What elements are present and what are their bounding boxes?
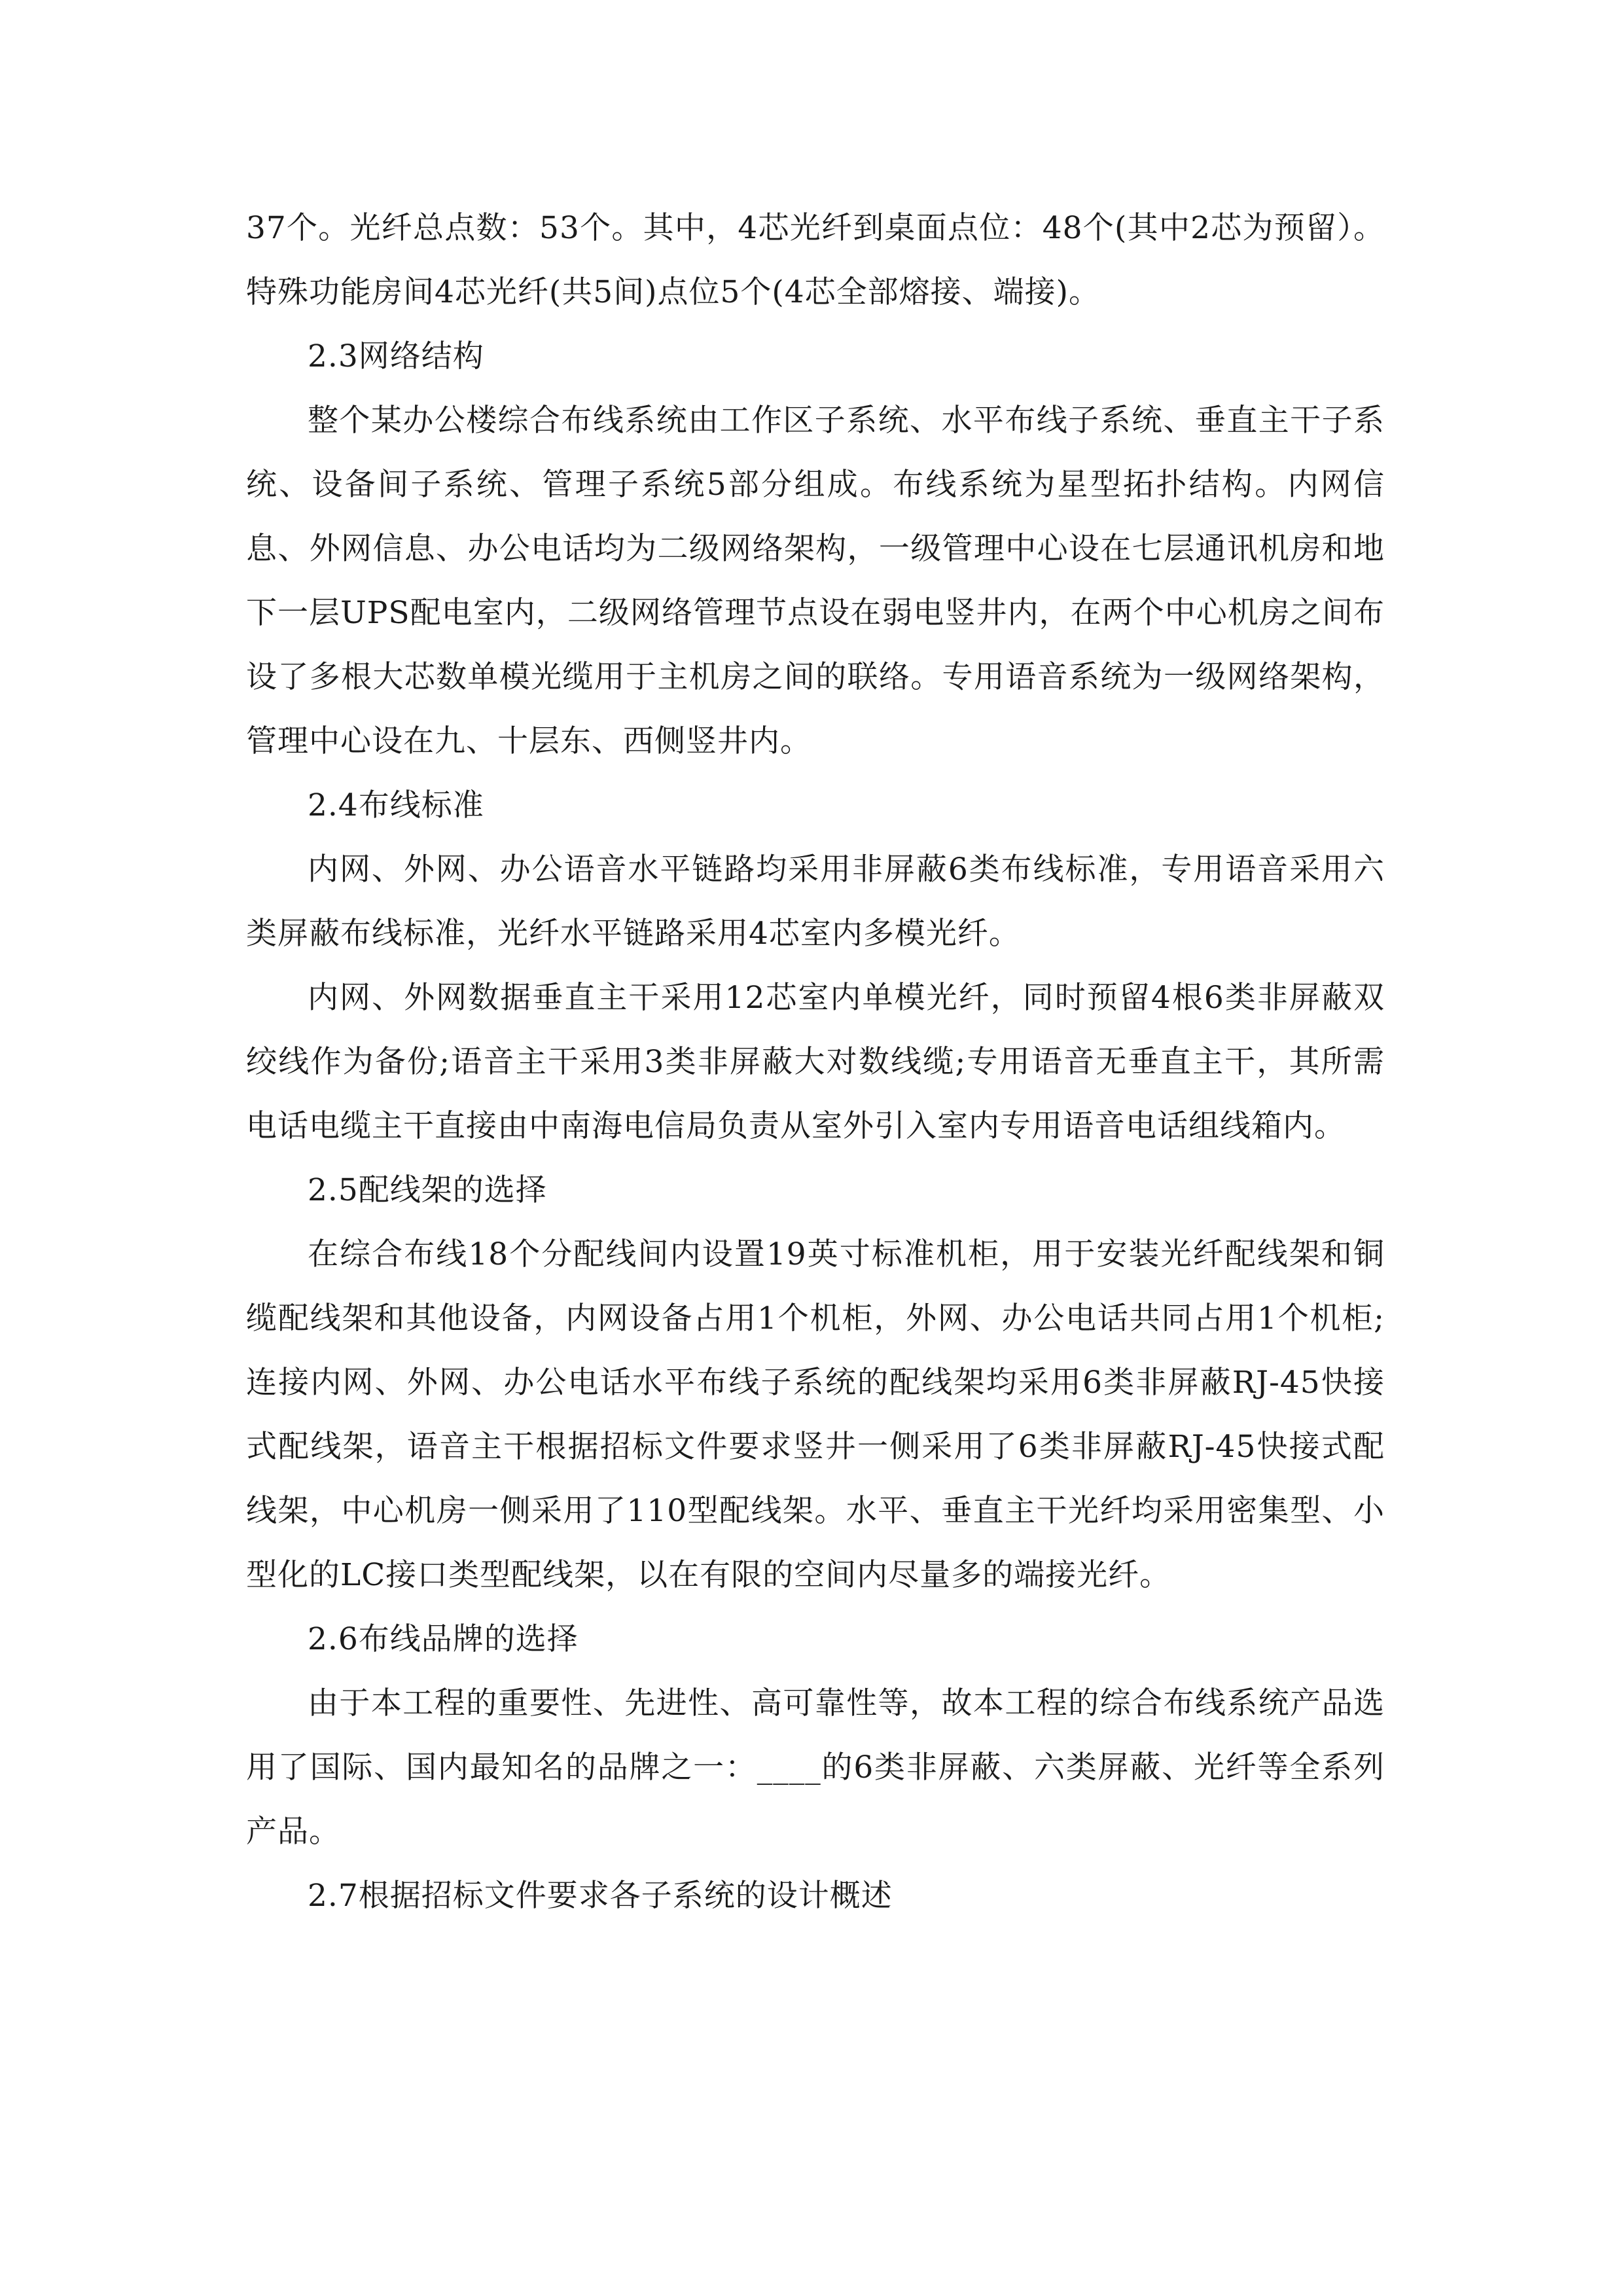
heading-patch-panel-selection: 2.5配线架的选择 [308, 1172, 547, 1208]
paragraph-network-structure: 整个某办公楼综合布线系统由工作区子系统、水平布线子系统、垂直主干子系统、设备间子系统、管理子系统5部分组成。布线系统为星型拓扑结构。内网信息、外网信息、办公电话均为二级网络架构，一级管理中心设在七层通讯机房和地下一层UPS配电室内，二级网络管理节点设在弱电竖井内，在两个中心机房之间布设了多根大芯数单模光缆用于主机房之间的联络。专用语音系统为一级网络架构，管理中心设在九、十层东、西侧竖井内。 [246, 403, 1385, 759]
paragraph-cabling-standard-backbone: 内网、外网数据垂直主干采用12芯室内单模光纤，同时预留4根6类非屏蔽双绞线作为备份;语音主干采用3类非屏蔽大对数线缆;专用语音无垂直主干，其所需电话电缆主干直接由中南海电信局负责从室外引入室内专用语音电话组线箱内。 [246, 980, 1385, 1144]
heading-cabling-standard: 2.4布线标准 [308, 787, 484, 823]
heading-network-structure: 2.3网络结构 [308, 338, 484, 374]
paragraph-cabling-standard-horizontal: 内网、外网、办公语音水平链路均采用非屏蔽6类布线标准，专用语音采用六类屏蔽布线标准，光纤水平链路采用4芯室内多模光纤。 [246, 852, 1385, 952]
paragraph-brand-selection: 由于本工程的重要性、先进性、高可靠性等，故本工程的综合布线系统产品选用了国际、国内最知名的品牌之一：____的6类非屏蔽、六类屏蔽、光纤等全系列产品。 [246, 1685, 1385, 1850]
heading-subsystem-design: 2.7根据招标文件要求各子系统的设计概述 [308, 1878, 893, 1914]
paragraph-patch-panel-selection: 在综合布线18个分配线间内设置19英寸标准机柜，用于安装光纤配线架和铜缆配线架和其他设备，内网设备占用1个机柜，外网、办公电话共同占用1个机柜;连接内网、外网、办公电话水平布线子系统的配线架均采用6类非屏蔽RJ-45快接式配线架，语音主干根据招标文件要求竖井一侧采用了6类非屏蔽RJ-45快接式配线架，中心机房一侧采用了110型配线架。水平、垂直主干光纤均采用密集型、小型化的LC接口类型配线架，以在有限的空间内尽量多的端接光纤。 [246, 1236, 1385, 1593]
heading-brand-selection: 2.6布线品牌的选择 [308, 1621, 579, 1657]
paragraph-fiber-count: 37个。光纤总点数：53个。其中，4芯光纤到桌面点位：48个(其中2芯为预留）。特殊功能房间4芯光纤(共5间)点位5个(4芯全部熔接、端接)。 [246, 210, 1385, 310]
document-body [246, 196, 1385, 1928]
